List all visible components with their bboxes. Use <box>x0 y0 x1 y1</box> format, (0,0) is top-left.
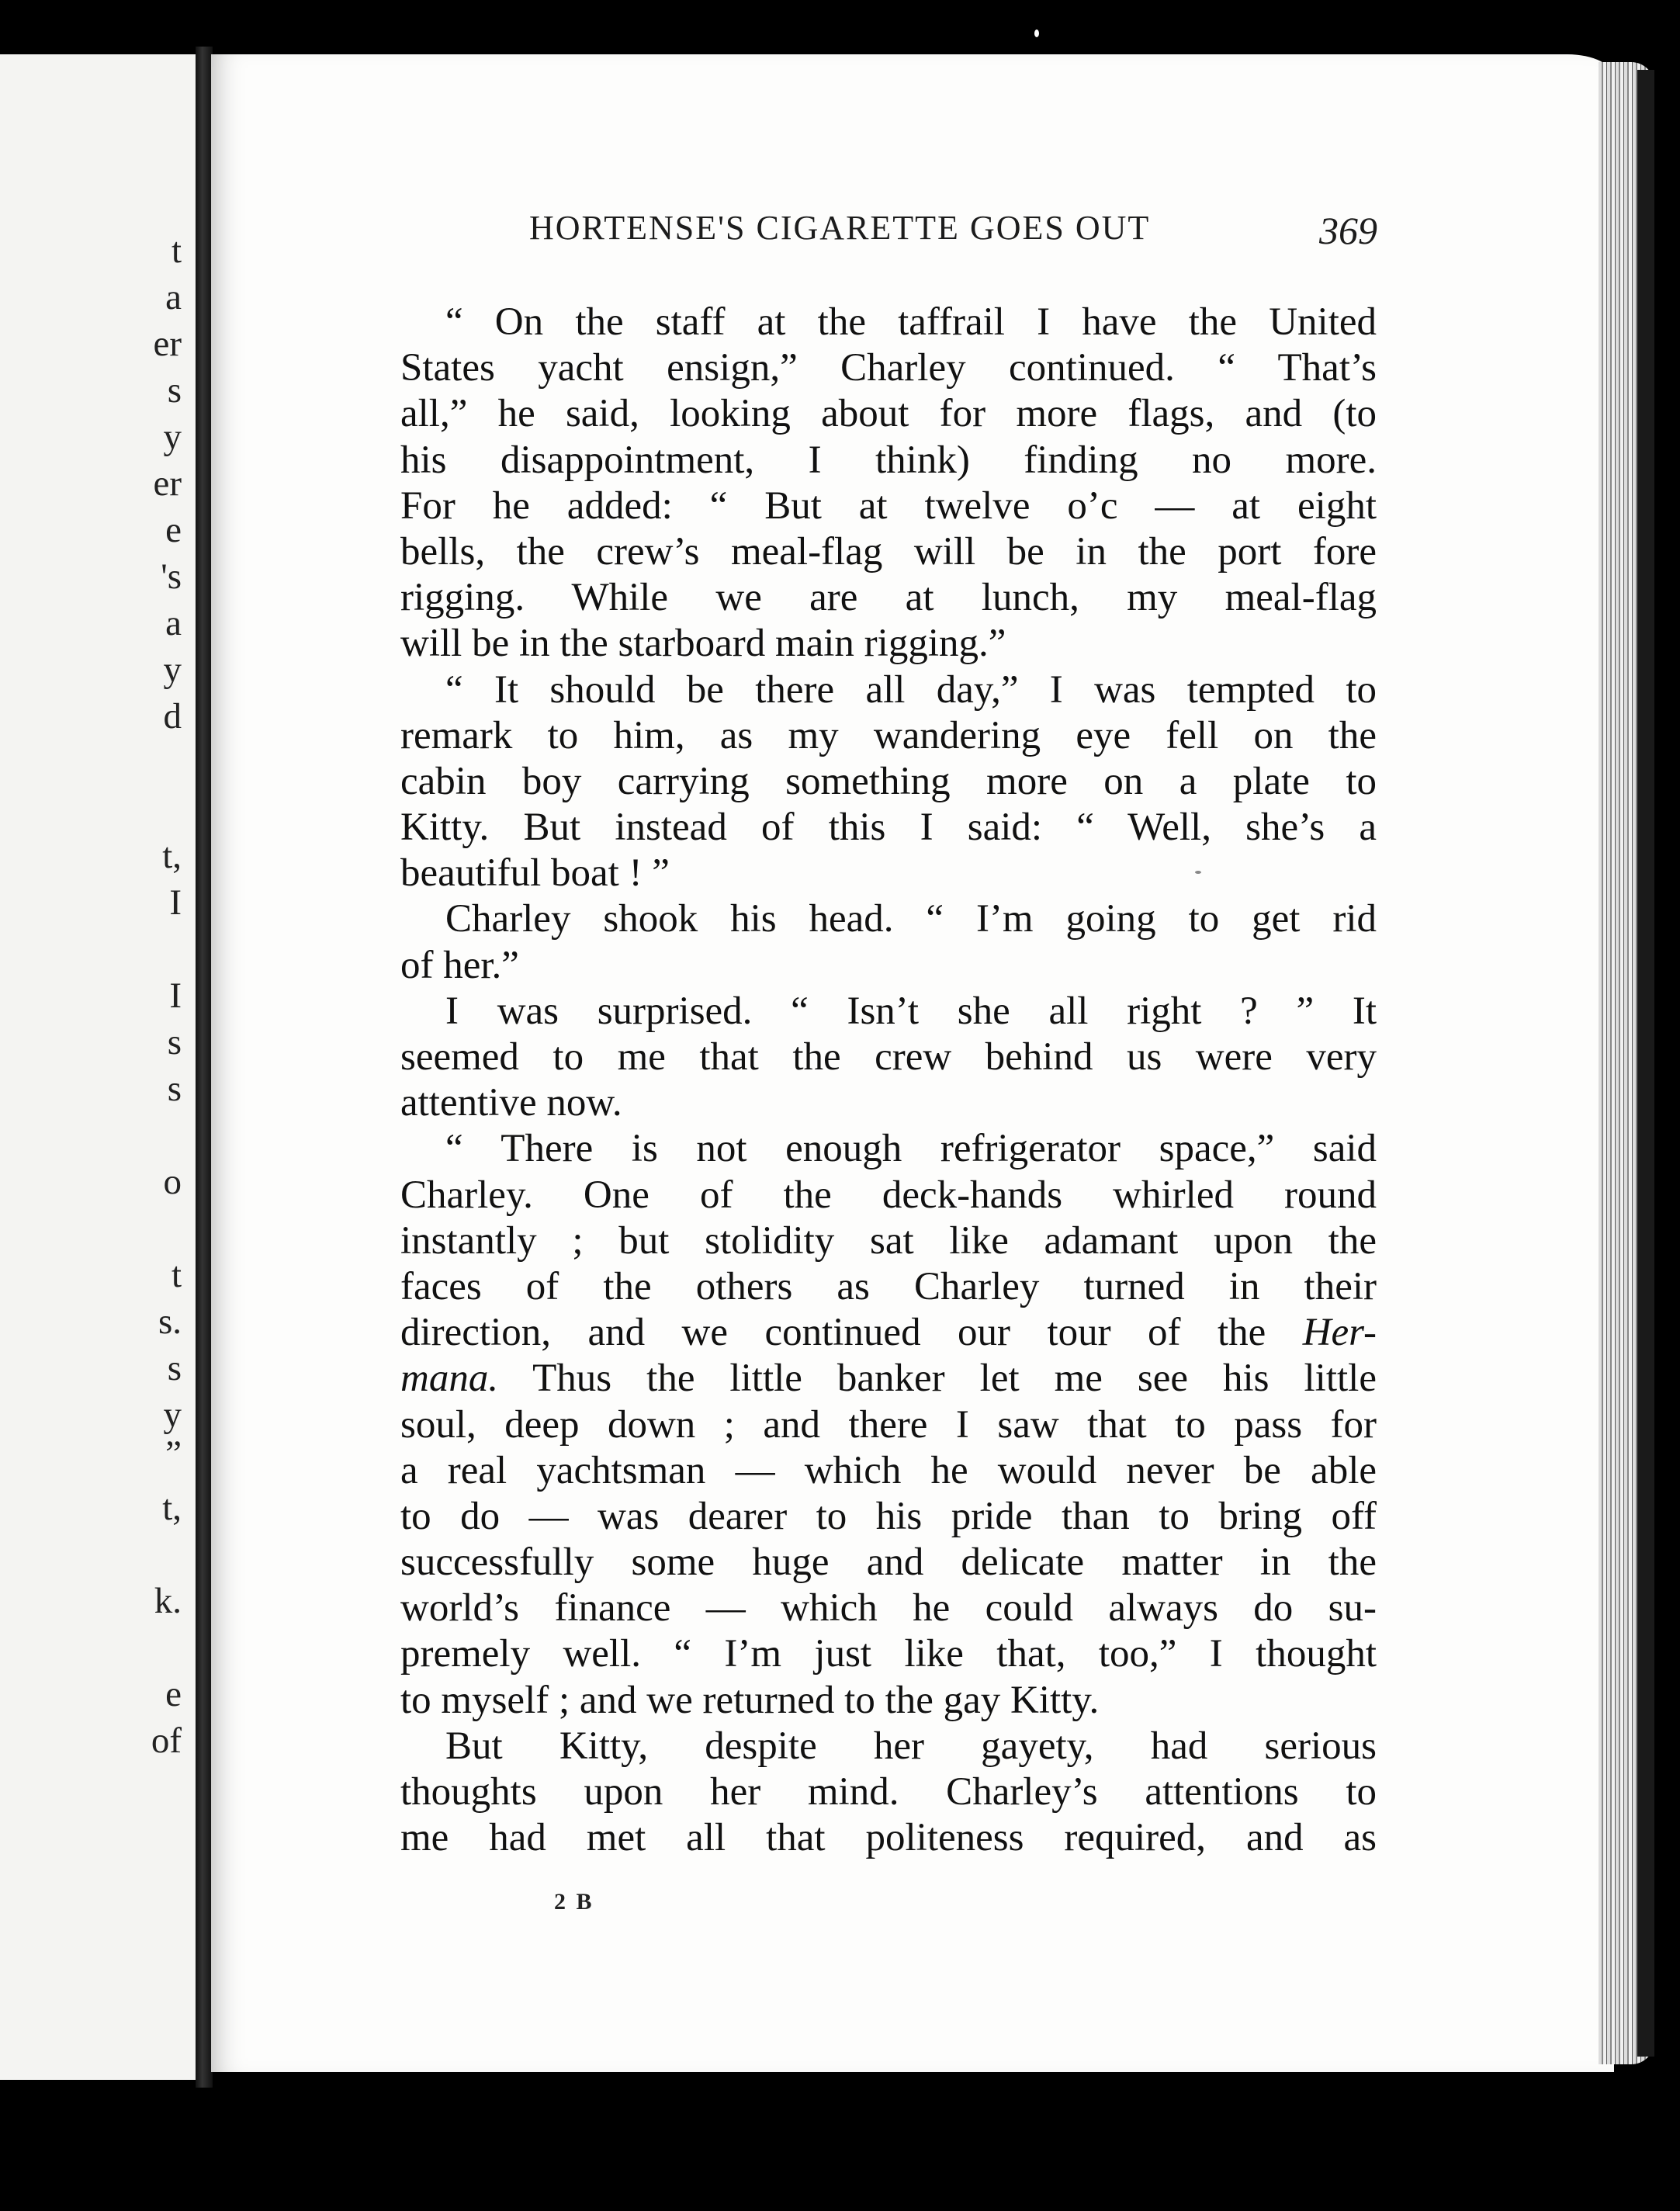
text-line: “ There is not enough refrigerator space,” said <box>445 1127 1377 1171</box>
text-line: mana. Thus the little banker let me see his little <box>400 1357 1377 1401</box>
left-page-fragment: o <box>163 1162 182 1202</box>
text-line: successfully some huge and delicate matter in the <box>400 1540 1377 1585</box>
left-page-fragment: a <box>165 277 182 317</box>
left-page-fragment: y <box>163 650 182 690</box>
text-line: all,” he said, looking about for more flags, and (to <box>400 392 1377 436</box>
left-page-fragment: s <box>167 1022 182 1062</box>
left-page-fragment: I <box>169 976 182 1016</box>
left-page-fragment: s <box>167 370 182 411</box>
left-page-fragment: 's <box>161 556 182 597</box>
text-line: beautiful boat ! ” <box>400 851 670 896</box>
text-line: Charley shook his head. “ I’m going to get rid <box>445 897 1377 941</box>
text-line: Charley. One of the deck-hands whirled round <box>400 1173 1377 1217</box>
text-line: I was surprised. “ Isn’t she all right ? ” It <box>445 989 1377 1033</box>
left-page-fragment: d <box>163 696 182 736</box>
text-line: cabin boy carrying something more on a plate to <box>400 759 1377 803</box>
signature-mark: 2 B <box>554 1889 594 1915</box>
text-line: his disappointment, I think) finding no more. <box>400 438 1377 482</box>
text-line: instantly ; but stolidity sat like adamant upon the <box>400 1218 1377 1263</box>
text-line: States yacht ensign,” Charley continued. “ That’s <box>400 346 1377 390</box>
left-page-fragment: y <box>163 1395 182 1435</box>
text-line: attentive now. <box>400 1081 622 1125</box>
dust-speck <box>1195 871 1201 874</box>
left-page-fragment: y <box>163 417 182 457</box>
left-page-fragment: s <box>167 1069 182 1109</box>
left-page-fragment: k. <box>154 1581 182 1621</box>
text-line: soul, deep down ; and there I saw that to pass for <box>400 1402 1377 1447</box>
text-line: world’s finance — which he could always do su- <box>400 1586 1377 1631</box>
text-line: me had met all that politeness required, and as <box>400 1816 1377 1860</box>
text-line: “ On the staff at the taffrail I have the United <box>445 300 1377 344</box>
text-line: faces of the others as Charley turned in their <box>400 1264 1377 1308</box>
left-page-fragment: I <box>169 882 182 923</box>
text-line: to myself ; and we returned to the gay Kitty. <box>400 1678 1100 1722</box>
page-edge-shadow <box>1637 70 1654 2057</box>
running-head: HORTENSE'S CIGARETTE GOES OUT <box>529 209 1151 247</box>
text-line: rigging. While we are at lunch, my meal-flag <box>400 576 1377 620</box>
text-line: “ It should be there all day,” I was tempted to <box>445 667 1377 712</box>
left-page-fragment: t <box>171 1255 182 1295</box>
body-text <box>400 300 1377 1861</box>
text-line: to do — was dearer to his pride than to bring off <box>400 1494 1377 1538</box>
text-line: will be in the starboard main rigging.” <box>400 622 1006 666</box>
dust-speck <box>1034 29 1039 37</box>
left-page-fragment: e <box>165 510 182 550</box>
text-line: remark to him, as my wandering eye fell on the <box>400 713 1377 757</box>
left-page-fragment: t <box>171 230 182 271</box>
left-page-fragment: er <box>153 463 182 504</box>
text-line: of her.” <box>400 943 519 987</box>
left-page-fragment: s. <box>158 1301 182 1342</box>
left-page-fragment: of <box>151 1721 182 1761</box>
left-page-fragment: a <box>165 603 182 643</box>
text-line: seemed to me that the crew behind us were very <box>400 1035 1377 1079</box>
left-page-fragment: ” <box>165 1433 182 1474</box>
text-line: thoughts upon her mind. Charley’s attentions to <box>400 1770 1377 1814</box>
text-line: Kitty. But instead of this I said: “ Well, she’s a <box>400 806 1377 850</box>
left-page-fragment: t, <box>162 1488 182 1528</box>
text-line: bells, the crew’s meal-flag will be in the port fore <box>400 529 1377 574</box>
left-page-fragment: e <box>165 1674 182 1714</box>
text-line: a real yachtsman — which he would never be able <box>400 1448 1377 1492</box>
page-number: 369 <box>1319 209 1377 252</box>
book-gutter <box>196 47 213 2088</box>
text-line: But Kitty, despite her gayety, had serious <box>445 1724 1377 1768</box>
left-page-fragment: s <box>167 1348 182 1388</box>
left-page-fragment: er <box>153 324 182 364</box>
text-line: premely well. “ I’m just like that, too,” I thought <box>400 1632 1377 1676</box>
text-line: For he added: “ But at twelve o’c — at eight <box>400 483 1377 528</box>
left-page-fragment: t, <box>162 836 182 876</box>
previous-page-edge <box>0 54 196 2080</box>
text-line: direction, and we continued our tour of the Her- <box>400 1311 1377 1355</box>
